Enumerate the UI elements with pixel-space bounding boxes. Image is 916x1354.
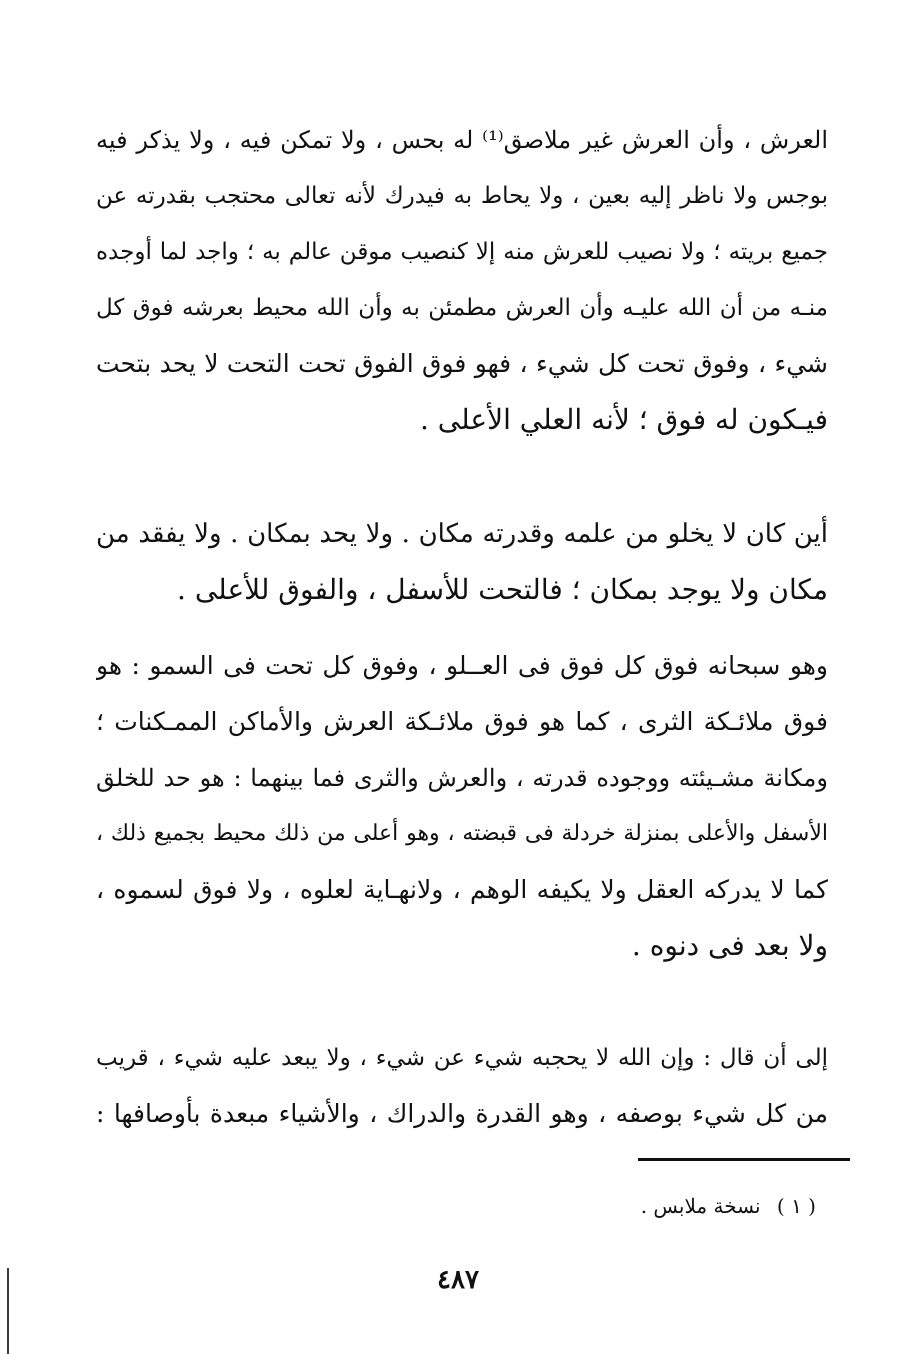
footnote-divider	[638, 1158, 850, 1161]
text-line: إلى أن قال : وإن الله لا يحجبه شيء عن شيء ، ولا يبعد عليه شيء ، قريب	[96, 1045, 828, 1071]
text-line: جميع بريته ؛ ولا نصيب للعرش منه إلا كنصيب موقن عالم به ؛ واجد لما أوجده	[96, 239, 828, 265]
paragraph-1	[96, 112, 828, 448]
text-line: العرش ، وأن العرش غير ملاصق⁽¹⁾ له بحس ، ولا تمكن فيه ، ولا يذكر فيه	[96, 126, 828, 154]
text-line: منـه من أن الله عليـه وأن العرش مطمئن به وأن الله محيط بعرشه فوق كل	[96, 295, 828, 321]
text-line: شيء ، وفوق تحت كل شيء ، فهو فوق الفوق تحت التحت لا يحد بتحت	[96, 349, 828, 378]
footnote-text: نسخة ملابس .	[640, 1194, 761, 1218]
text-line: الأسفل والأعلى بمنزلة خردلة فى قبضته ، وهو أعلى من ذلك محيط بجميع ذلك ،	[96, 821, 828, 846]
text-line: من كل شيء بوصفه ، وهو القدرة والدراك ، والأشياء مبعدة بأوصافها :	[96, 1099, 828, 1128]
text-line: كما لا يدركه العقل ولا يكيفه الوهم ، ولانهـاية لعلوه ، ولا فوق لسموه ،	[96, 875, 828, 904]
footnote-marker: ( ١ )	[776, 1194, 816, 1218]
footnote	[641, 1190, 816, 1222]
paragraph-4	[96, 1030, 828, 1142]
text-line: فوق ملائـكة الثرى ، كما هو فوق ملائـكة العرش والأماكن الممـكنات ؛	[96, 707, 828, 736]
paragraph-2	[96, 506, 828, 618]
text-line: وهو سبحانه فوق كل فوق فى العــلو ، وفوق كل تحت فى السمو : هو	[96, 651, 828, 680]
text-line: بوجس ولا ناظر إليه بعين ، ولا يحاط به فيدرك لأنه تعالى محتجب بقدرته عن	[96, 183, 828, 209]
page-edge-line	[7, 1268, 9, 1354]
text-line: ومكانة مشـيئته ووجوده قدرته ، والعرش والثرى فما بينهما : هو حد للخلق	[96, 764, 828, 792]
paragraph-3	[96, 638, 828, 974]
text-line: أين كان لا يخلو من علمه وقدرته مكان . ولا يحد بمكان . ولا يفقد من	[96, 519, 828, 549]
text-line: فيـكون له فوق ؛ لأنه العلي الأعلى .	[419, 403, 828, 436]
text-line: ولا بعد فى دنوه .	[631, 929, 828, 962]
text-line: مكان ولا يوجد بمكان ؛ فالتحت للأسفل ، والفوق للأعلى .	[177, 573, 828, 606]
page-number: ٤٨٧	[437, 1265, 479, 1295]
